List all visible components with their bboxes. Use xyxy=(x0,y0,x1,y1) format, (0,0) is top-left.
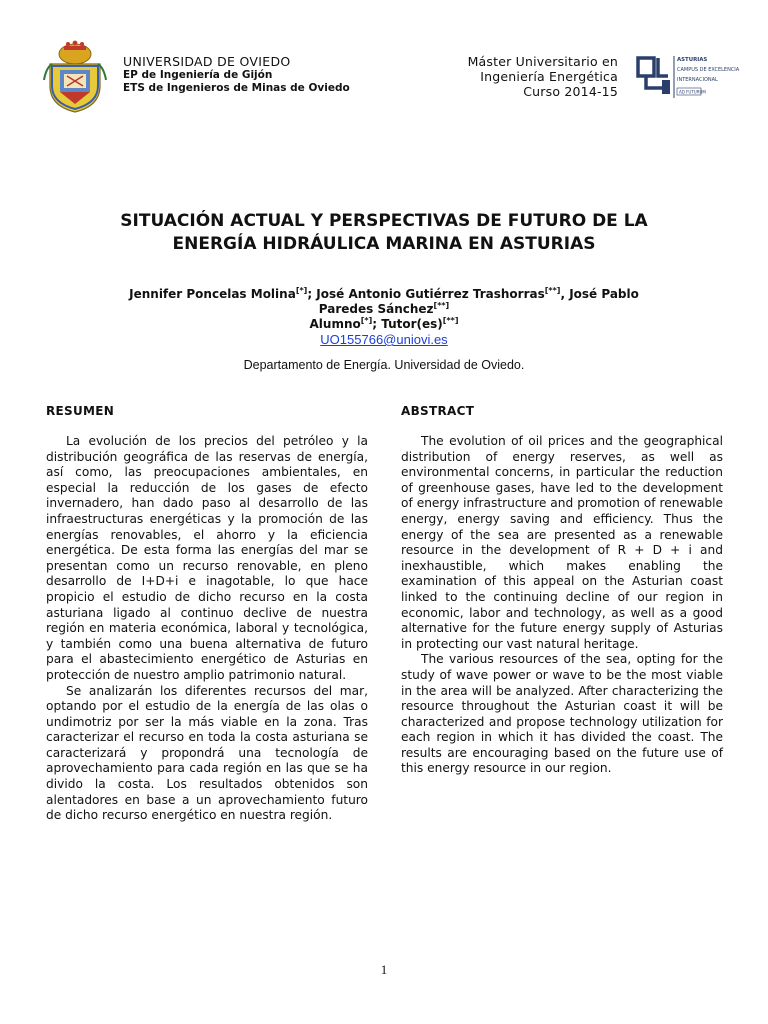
svg-text:INTERNACIONAL: INTERNACIONAL xyxy=(677,77,718,83)
role-student: Alumno xyxy=(309,317,361,331)
role-tutor: ; Tutor(es) xyxy=(372,317,443,331)
author-3-mark: [**] xyxy=(433,301,450,310)
svg-text:CAMPUS DE EXCELENCIA: CAMPUS DE EXCELENCIA xyxy=(677,67,740,73)
role-tutor-mark: [**] xyxy=(442,316,459,325)
school-oviedo: ETS de Ingenieros de Minas de Oviedo xyxy=(123,82,350,94)
author-email-link[interactable]: UO155766@uniovi.es xyxy=(320,332,448,347)
master-line-2: Ingeniería Energética xyxy=(480,69,618,84)
role-student-mark: [*] xyxy=(360,316,373,325)
university-crest-logo xyxy=(42,40,108,114)
resumen-paragraph-2: Se analizarán los diferentes recursos del mar, optando por el estudio de la energía de las olas o undimotriz por ser la más viable en la zona. Tras caracterizar el recurso en toda la costa asturiana se caracterizará y propondrá una tecnología de aprovechamiento para cada región en las que se ha divido la costa. Los resultados obtenidos son alentadores en base a un aprovechamiento futuro de dicho recurso energético en nuestra región. xyxy=(46,683,368,823)
page-number: 1 xyxy=(380,962,388,977)
resumen-paragraph-1: La evolución de los precios del petróleo y la distribución geográfica de las reservas de energía, así como, las preocupaciones ambientales, en especial la reducción de los gases de efecto invernadero, han dado paso al desarrollo de las infraestructuras energéticas y la promoción de las energías renovables, el ahorro y la eficiencia energética. De esta forma las energías del mar se presentan como un recurso renovable, en pleno desarrollo de I+D+i e inagotable, lo que hace propicio el estudio de dicho recurso en la costa asturiana ligado al continuo declive de nuestra región en materia económica, laboral y tecnológica, y también como una buena alternativa de futuro para el abastecimiento energético de Asturias en protección de nuestro amplio patrimonio natural. xyxy=(46,434,368,682)
abstract-paragraph-1: The evolution of oil prices and the geographical distribution of energy reserves, as well as environmental concerns, in particular the reduction of greenhouse gases, have led to the development of energy infrastructure and promotion of renewable energy, energy saving and efficiency. Thus the energy of the sea are presented as a renewable resource in the development of R + D + i and inexhaustible, which makes enabling the examination of this appeal on the Asturian coast linked to the continuing decline of our region in economic, labor and technology, as well as a good alternative for the future energy supply of Asturias in protecting our vast natural heritage. xyxy=(401,434,723,651)
author-line-1 xyxy=(60,287,708,302)
abstract-heading: ABSTRACT xyxy=(401,404,475,418)
university-name: UNIVERSIDAD DE OVIEDO xyxy=(123,54,291,69)
author-2: ; José Antonio Gutiérrez Trashorras xyxy=(307,287,545,301)
svg-text:ASTURIAS: ASTURIAS xyxy=(677,57,708,63)
campus-excellence-logo xyxy=(636,52,740,102)
master-line-3: Curso 2014-15 xyxy=(523,84,618,99)
resumen-column xyxy=(46,434,368,824)
title-line-1: SITUACIÓN ACTUAL Y PERSPECTIVAS DE FUTURO DE LA xyxy=(120,211,648,231)
author-roles xyxy=(60,317,708,332)
abstract-column xyxy=(401,434,723,777)
university-header xyxy=(123,54,350,95)
master-header xyxy=(468,54,618,99)
title-line-2: ENERGÍA HIDRÁULICA MARINA EN ASTURIAS xyxy=(172,234,596,254)
author-2-mark: [**] xyxy=(544,286,561,295)
abstract-paragraph-2: The various resources of the sea, opting for the study of wave power or wave to be the most viable in the area will be analyzed. After characterizing the resource throughout the Asturian coast it will be characterized and propose technology utilization for each region in which it has divided the coast. The results are encouraging based on the future use of this energy resource in our region. xyxy=(401,652,723,776)
author-3-last: Paredes Sánchez xyxy=(318,302,434,316)
school-gijon: EP de Ingeniería de Gijón xyxy=(123,69,273,81)
author-3-first: , José Pablo xyxy=(560,287,639,301)
department-affiliation: Departamento de Energía. Universidad de Oviedo. xyxy=(243,358,525,372)
svg-text:AD FUTURUM: AD FUTURUM xyxy=(679,89,706,95)
author-1-mark: [*] xyxy=(295,286,308,295)
author-line-2 xyxy=(60,302,708,317)
paper-title xyxy=(60,210,708,256)
author-1: Jennifer Poncelas Molina xyxy=(129,287,296,301)
author-block xyxy=(60,287,708,332)
master-line-1: Máster Universitario en xyxy=(467,54,618,69)
resumen-heading: RESUMEN xyxy=(46,404,115,418)
